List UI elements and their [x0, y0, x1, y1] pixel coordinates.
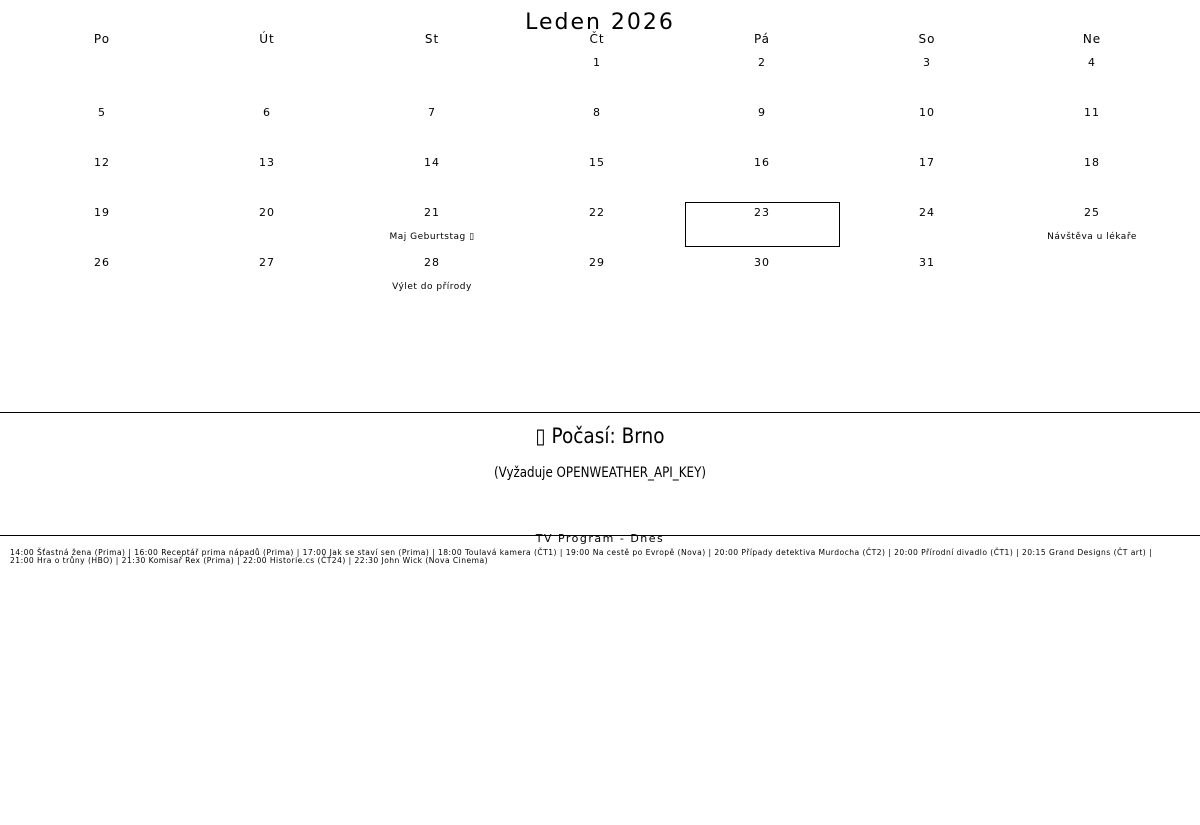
calendar-day[interactable]: 31 — [919, 256, 935, 269]
calendar-day[interactable]: 22 — [589, 206, 605, 219]
calendar-day[interactable]: 10 — [919, 106, 935, 119]
weekday-label: Ne — [1082, 32, 1102, 46]
tv-program-title: TV Program - Dnes — [535, 532, 665, 545]
weekday-label: Út — [259, 32, 275, 46]
calendar-day[interactable]: 1 — [593, 56, 601, 69]
calendar-day[interactable]: 29 — [589, 256, 605, 269]
calendar-day[interactable]: 30 — [754, 256, 770, 269]
calendar-day[interactable]: 25 — [1084, 206, 1100, 219]
calendar-day[interactable]: 21 — [424, 206, 440, 219]
calendar-day[interactable]: 2 — [758, 56, 766, 69]
calendar-day[interactable]: 3 — [923, 56, 931, 69]
calendar-day[interactable]: 26 — [94, 256, 110, 269]
calendar-day[interactable]: 12 — [94, 156, 110, 169]
calendar-day[interactable]: 18 — [1084, 156, 1100, 169]
calendar-day[interactable]: 15 — [589, 156, 605, 169]
calendar-title: Leden 2026 — [525, 10, 675, 35]
calendar-day[interactable]: 14 — [424, 156, 440, 169]
calendar-day[interactable]: 7 — [428, 106, 436, 119]
calendar-day[interactable]: 27 — [259, 256, 275, 269]
weather-title: ▯ Počasí: Brno — [535, 424, 665, 448]
calendar-day[interactable]: 20 — [259, 206, 275, 219]
calendar-day[interactable]: 19 — [94, 206, 110, 219]
weekday-label: Pá — [753, 32, 771, 46]
weather-api-note: (Vyžaduje OPENWEATHER_API_KEY) — [494, 465, 706, 481]
weekday-label: So — [918, 32, 936, 46]
calendar-day[interactable]: 17 — [919, 156, 935, 169]
weekday-label: Po — [93, 32, 111, 46]
calendar-day[interactable]: 9 — [758, 106, 766, 119]
calendar-day[interactable]: 4 — [1088, 56, 1096, 69]
tv-program-listing: 14:00 Šťastná žena (Prima) | 16:00 Receptář prima nápadů (Prima) | 17:00 Jak se staví sen (Prima) | 18:00 Toulavá kamera (ČT1) | 19:00 Na cestě po Evropě (Nova) | 20:00 Případy detektiva Murdocha (ČT2) | 20:00 Přírodní divadlo (ČT1) | 20:15 Grand Designs (ČT art) | 21:00 Hra o trůny (HBO) | 21:30 Komisař Rex (Prima) | 22:00 Historie.cs (ČT24) | 22:30 John Wick (Nova Cinema) — [10, 548, 1153, 565]
calendar-day[interactable]: 6 — [263, 106, 271, 119]
calendar-day-today[interactable]: 23 — [754, 206, 770, 219]
calendar-event[interactable]: Výlet do přírody — [392, 282, 472, 292]
calendar-day[interactable]: 11 — [1084, 106, 1100, 119]
section-divider — [0, 412, 1200, 413]
weekday-label: Čt — [589, 32, 605, 46]
calendar-day[interactable]: 13 — [259, 156, 275, 169]
calendar-day[interactable]: 24 — [919, 206, 935, 219]
calendar-event[interactable]: Návštěva u lékaře — [1047, 232, 1137, 242]
calendar-day[interactable]: 28 — [424, 256, 440, 269]
weekday-label: St — [424, 32, 440, 46]
calendar-event[interactable]: Maj Geburtstag ▯ — [389, 232, 475, 242]
calendar-day[interactable]: 5 — [98, 106, 106, 119]
calendar-day[interactable]: 8 — [593, 106, 601, 119]
calendar-day[interactable]: 16 — [754, 156, 770, 169]
